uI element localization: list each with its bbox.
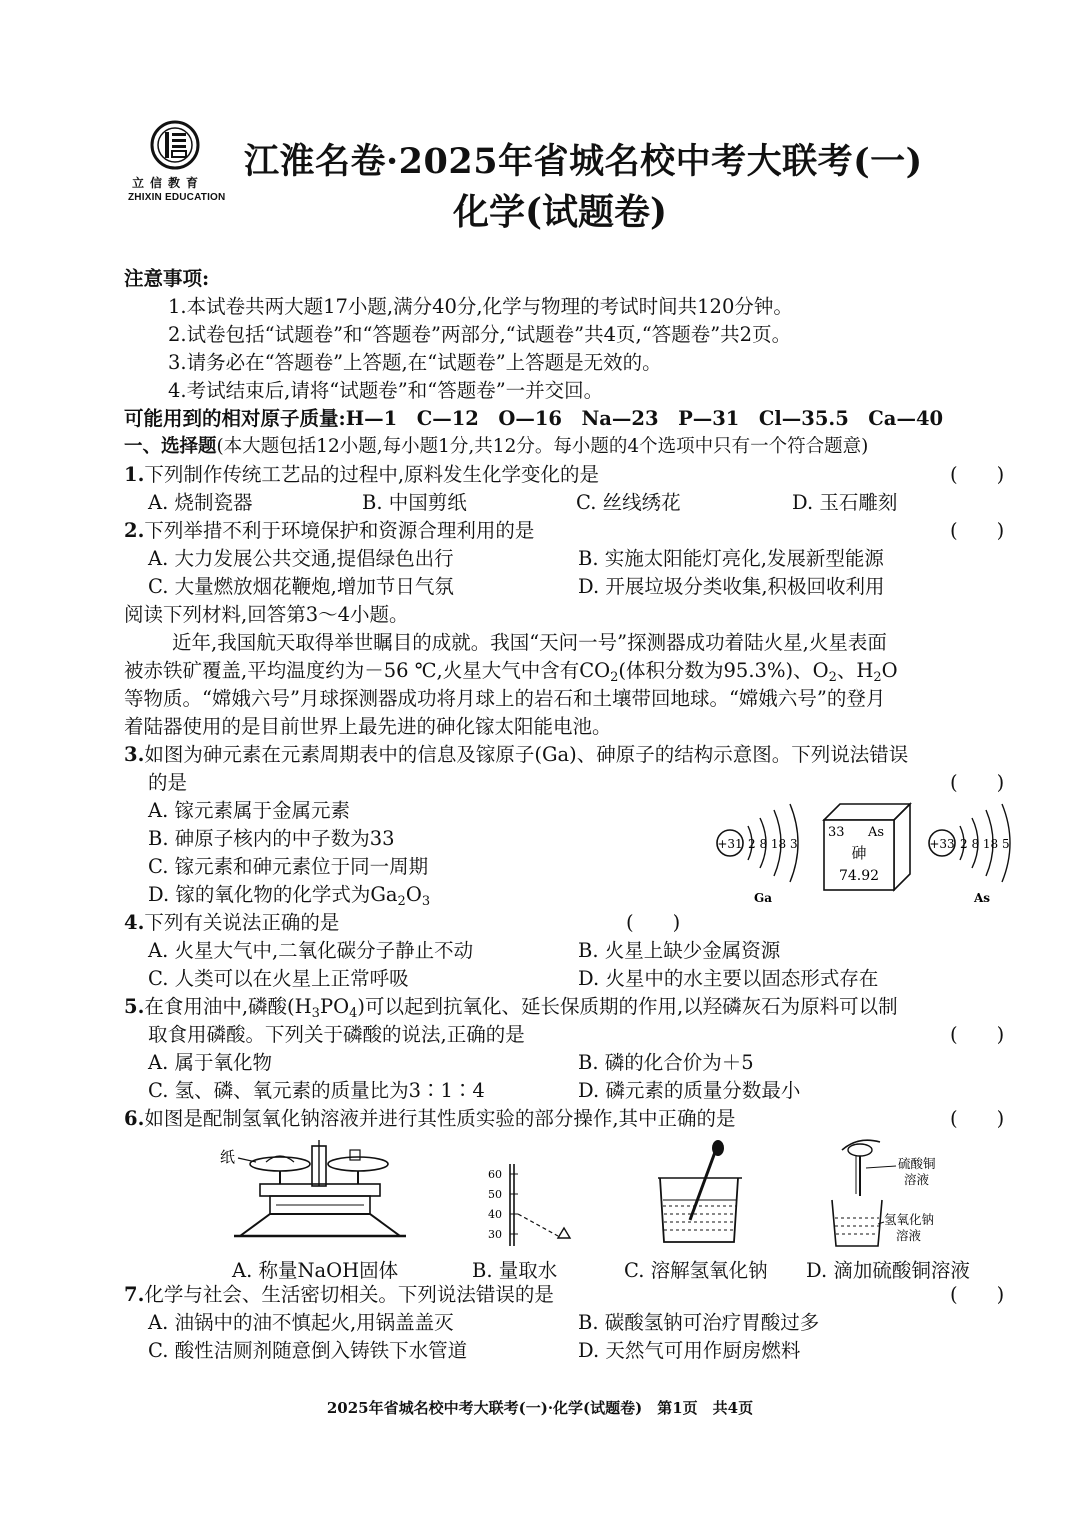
answer-parentheses: ( ) — [626, 911, 681, 934]
question-2-stem — [124, 518, 534, 544]
gallium-atom-diagram — [717, 804, 798, 905]
svg-text:40: 40 — [488, 1208, 502, 1221]
balance-weighing-figure — [210, 1136, 420, 1248]
material-line: 近年,我国航天取得举世瞩目的成就。我国“天问一号”探测器成功着陆火星,火星表面 — [172, 631, 887, 654]
option-c: C. 镓元素和砷元素位于同一周期 — [148, 855, 429, 878]
svg-text:氢氧化钠: 氢氧化钠 — [884, 1212, 935, 1227]
option-a: A. 大力发展公共交通,提倡绿色出行 — [148, 547, 454, 570]
svg-text:+31: +31 — [717, 837, 743, 851]
question-text: 如图为砷元素在元素周期表中的信息及镓原子(Ga)、砷原子的结构示意图。下列说法错误 — [144, 743, 909, 766]
periodic-table-cell — [824, 804, 910, 890]
question-number: 2. — [124, 519, 145, 542]
exam-subject-title: 化学(试题卷) — [452, 191, 668, 233]
atomic-structure-figure — [712, 796, 1022, 908]
dissolving-beaker-figure — [650, 1140, 760, 1250]
question-number: 4. — [124, 911, 145, 934]
question-text: 下列制作传统工艺品的过程中,原料发生化学变化的是 — [144, 463, 600, 486]
svg-text:溶液: 溶液 — [904, 1172, 930, 1187]
notice-item: 1.本试卷共两大题17小题,满分40分,化学与物理的考试时间共120分钟。 — [168, 295, 793, 318]
option-d: D. 镓的氧化物的化学式为$Ga_2O_3$ — [148, 883, 431, 909]
option-c: C. 人类可以在火星上正常呼吸 — [148, 967, 409, 990]
arsenic-label: As — [974, 891, 991, 905]
notice-item: 4.考试结束后,请将“试题卷”和“答题卷”一并交回。 — [168, 379, 604, 402]
option-d: D. 开展垃圾分类收集,积极回收利用 — [578, 575, 885, 598]
option-b: B. 砷原子核内的中子数为33 — [148, 827, 395, 850]
dropping-solution-figure — [818, 1128, 968, 1250]
option-c: C. 丝线绣花 — [576, 491, 681, 514]
page-footer: 2025年省城名校中考大联考(一)·化学(试题卷) 第1页 共4页 — [326, 1399, 754, 1417]
option-c: C. 氢、磷、氧元素的质量比为3∶1∶4 — [148, 1079, 485, 1102]
logo-english-text: ZHIXIN EDUCATION — [128, 192, 226, 203]
option-d: D. 天然气可用作厨房燃料 — [578, 1339, 801, 1362]
figure-caption-d: D. 滴加硫酸铜溶液 — [806, 1259, 970, 1282]
option-d: D. 玉石雕刻 — [792, 491, 898, 514]
question-3-stem-cont: 的是 — [148, 771, 188, 794]
gallium-shell-electrons: 2 8 18 3 — [748, 837, 798, 851]
zhixin-logo-icon — [150, 120, 200, 170]
question-3-stem — [124, 742, 908, 768]
figure-caption-a: A. 称量NaOH固体 — [232, 1259, 399, 1282]
question-5-stem-cont: 取食用磷酸。下列关于磷酸的说法,正确的是 — [148, 1023, 525, 1046]
question-text: 化学与社会、生活密切相关。下列说法错误的是 — [144, 1283, 554, 1306]
svg-text:60: 60 — [488, 1168, 502, 1181]
question-text: 如图是配制氢氧化钠溶液并进行其性质实验的部分操作,其中正确的是 — [144, 1107, 736, 1130]
option-b: B. 火星上缺少金属资源 — [578, 939, 781, 962]
material-line: 等物质。“嫦娥六号”月球探测器成功将月球上的岩石和土壤带回地球。“嫦娥六号”的登月 — [124, 687, 886, 710]
svg-text:30: 30 — [488, 1228, 502, 1241]
svg-text:+33: +33 — [929, 837, 955, 851]
option-b: B. 实施太阳能灯亮化,发展新型能源 — [578, 547, 884, 570]
notice-item: 2.试卷包括“试题卷”和“答题卷”两部分,“试题卷”共4页,“答题卷”共2页。 — [168, 323, 792, 346]
question-number: 5. — [124, 995, 145, 1018]
question-1-stem — [124, 462, 599, 488]
question-text: 下列有关说法正确的是 — [144, 911, 340, 934]
answer-parentheses: ( ) — [950, 1023, 1005, 1046]
answer-parentheses: ( ) — [950, 771, 1005, 794]
question-number: 7. — [124, 1283, 145, 1306]
atomic-number: 33 — [828, 825, 845, 840]
notice-item: 3.请务必在“答题卷”上答题,在“试题卷”上答题是无效的。 — [168, 351, 662, 374]
svg-text:硫酸铜: 硫酸铜 — [898, 1156, 936, 1171]
question-6-stem — [124, 1106, 736, 1132]
answer-parentheses: ( ) — [950, 1283, 1005, 1306]
option-a: A. 烧制瓷器 — [148, 491, 253, 514]
option-c: C. 大量燃放烟花鞭炮,增加节日气氛 — [148, 575, 454, 598]
answer-parentheses: ( ) — [950, 519, 1005, 542]
question-number: 3. — [124, 743, 145, 766]
option-a: A. 油锅中的油不慎起火,用锅盖盖灭 — [148, 1311, 454, 1334]
graduated-cylinder-figure — [470, 1160, 580, 1250]
question-4-stem — [124, 910, 339, 936]
figure-caption-b: B. 量取水 — [472, 1259, 558, 1282]
paper-label: 纸 — [220, 1148, 236, 1166]
atomic-mass: 74.92 — [838, 868, 880, 884]
option-a: A. 火星大气中,二氧化碳分子静止不动 — [148, 939, 474, 962]
question-number: 6. — [124, 1107, 145, 1130]
atomic-masses: 可能用到的相对原子质量:H—1 C—12 O—16 Na—23 P—31 Cl—35.5 Ca—40 — [124, 407, 944, 430]
gallium-label: Ga — [754, 891, 773, 905]
notice-heading: 注意事项: — [124, 267, 210, 290]
logo-chinese-text: 立信教育 — [132, 176, 205, 190]
exam-series-title: 江淮名卷·2025年省城名校中考大联考(一) — [244, 141, 923, 182]
section-description: (本大题包括12小题,每小题1分,共12分。每小题的4个选项中只有一个符合题意) — [216, 436, 869, 457]
option-a: A. 属于氧化物 — [148, 1051, 272, 1074]
option-b: B. 碳酸氢钠可治疗胃酸过多 — [578, 1311, 820, 1334]
option-a: A. 镓元素属于金属元素 — [148, 799, 350, 822]
element-name: 砷 — [851, 844, 867, 862]
arsenic-shell-electrons: 2 8 18 5 — [960, 837, 1010, 851]
material-line: 着陆器使用的是目前世界上最先进的砷化镓太阳能电池。 — [124, 715, 612, 738]
element-symbol: As — [868, 825, 885, 840]
material-intro: 阅读下列材料,回答第3～4小题。 — [124, 603, 409, 626]
option-b: B. 中国剪纸 — [362, 491, 467, 514]
answer-parentheses: ( ) — [950, 1107, 1005, 1130]
option-b: B. 磷的化合价为＋5 — [578, 1051, 754, 1074]
option-c: C. 酸性洁厕剂随意倒入铸铁下水管道 — [148, 1339, 468, 1362]
option-d: D. 磷元素的质量分数最小 — [578, 1079, 801, 1102]
question-5-stem: 5.在食用油中,磷酸$(H_3PO_4)$可以起到抗氧化、延长保质期的作用,以羟磷灰石为原料可以制 — [124, 995, 898, 1021]
section-title: 一、选择题 — [124, 436, 217, 457]
svg-text:50: 50 — [488, 1188, 502, 1201]
question-text: 下列举措不利于环境保护和资源合理利用的是 — [144, 519, 535, 542]
section-heading — [124, 434, 868, 460]
question-7-stem — [124, 1282, 554, 1308]
figure-caption-c: C. 溶解氢氧化钠 — [624, 1259, 768, 1282]
svg-text:溶液: 溶液 — [896, 1228, 922, 1243]
question-number: 1. — [124, 463, 145, 486]
material-line: 被赤铁矿覆盖,平均温度约为－56 ℃,火星大气中含有$CO_2$(体积分数为95.3%)、$O_2$、$H_2O$ — [124, 659, 898, 685]
arsenic-atom-diagram — [929, 804, 1010, 905]
option-d: D. 火星中的水主要以固态形式存在 — [578, 967, 879, 990]
answer-parentheses: ( ) — [950, 463, 1005, 486]
